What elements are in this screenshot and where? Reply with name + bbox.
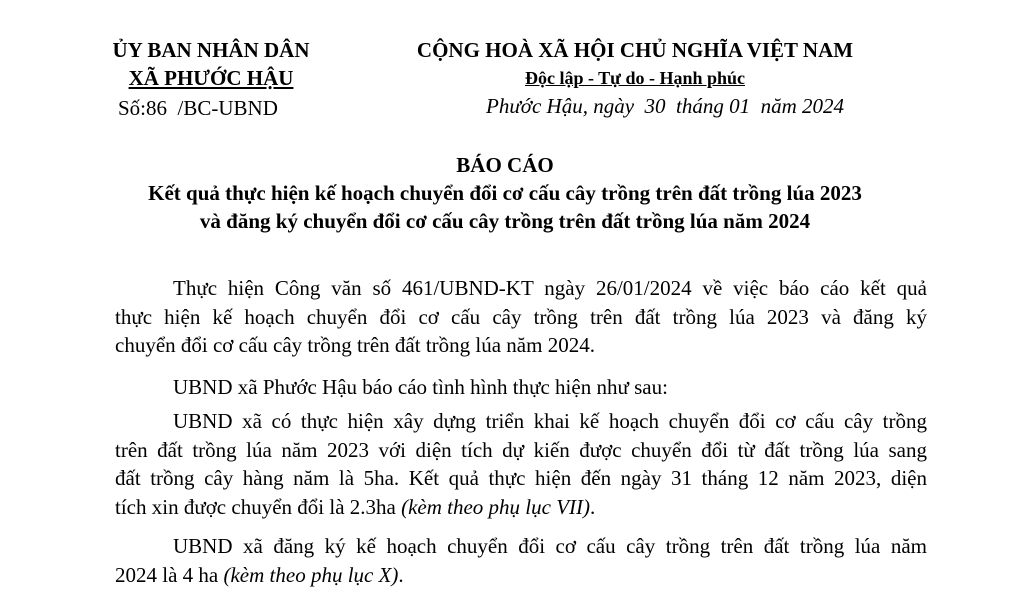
paragraph-4 — [115, 532, 927, 589]
national-title: CỘNG HOÀ XÃ HỘI CHỦ NGHĨA VIỆT NAM — [416, 38, 854, 62]
doc-number-prefix: Số: — [118, 96, 147, 120]
paragraph-line: trên đất trồng lúa năm 2023 với diện tích dự kiến được chuyển đổi từ đất trồng lúa sang — [115, 437, 927, 462]
doc-number-suffix: /BC-UBND — [177, 96, 278, 120]
date-line: Phước Hậu, ngày 30 tháng 01 năm 2024 — [486, 94, 845, 118]
report-subtitle-line2: và đăng ký chuyển đổi cơ cấu cây trồng trên đất trồng lúa năm 2024 — [199, 209, 811, 233]
paragraph-3 — [115, 407, 927, 521]
text-run: . — [398, 562, 404, 587]
commune-name — [96, 65, 326, 91]
agency-name: ỦY BAN NHÂN DÂN — [112, 38, 310, 62]
text-run: 2024 là 4 ha — [115, 562, 224, 587]
national-motto — [395, 66, 875, 90]
text-run: . — [590, 494, 596, 519]
report-title: BÁO CÁO — [456, 153, 554, 177]
appendix-reference: (kèm theo phụ lục X) — [223, 562, 399, 587]
national-motto-text: Độc lập - Tự do - Hạnh phúc — [524, 68, 746, 88]
paragraph-line: UBND xã đăng ký kế hoạch chuyển đổi cơ cấu cây trồng trên đất trồng lúa năm — [173, 534, 927, 558]
report-subtitle-line1: Kết quả thực hiện kế hoạch chuyển đổi cơ cấu cây trồng trên đất trồng lúa 2023 — [148, 181, 862, 205]
text-run: tích xin được chuyển đổi là 2.3ha — [115, 494, 402, 519]
paragraph-line: Thực hiện Công văn số 461/UBND-KT ngày 26/01/2024 về việc báo cáo kết quả — [173, 276, 927, 300]
paragraph-line: đất trồng cây hàng năm là 5ha. Kết quả thực hiện đến ngày 31 tháng 12 năm 2023, diện — [115, 466, 927, 491]
document-number — [118, 95, 278, 121]
paragraph-line: chuyển đổi cơ cấu cây trồng trên đất trồng lúa năm 2024. — [115, 333, 595, 358]
paragraph-line: thực hiện kế hoạch chuyển đổi cơ cấu cây trồng trên đất trồng lúa 2023 và đăng ký — [115, 304, 927, 329]
appendix-reference: (kèm theo phụ lục VII) — [401, 494, 591, 519]
paragraph-2 — [115, 373, 927, 402]
paragraph-1 — [115, 274, 927, 360]
commune-name-text: XÃ PHƯỚC HẬU — [128, 66, 294, 90]
paragraph-line: UBND xã Phước Hậu báo cáo tình hình thực hiện như sau: — [173, 375, 668, 399]
doc-number-value: 86 — [146, 96, 168, 120]
paragraph-line — [115, 561, 927, 590]
paragraph-line: UBND xã có thực hiện xây dựng triển khai kế hoạch chuyển đổi cơ cấu cây trồng — [173, 409, 927, 433]
paragraph-line — [115, 493, 927, 522]
